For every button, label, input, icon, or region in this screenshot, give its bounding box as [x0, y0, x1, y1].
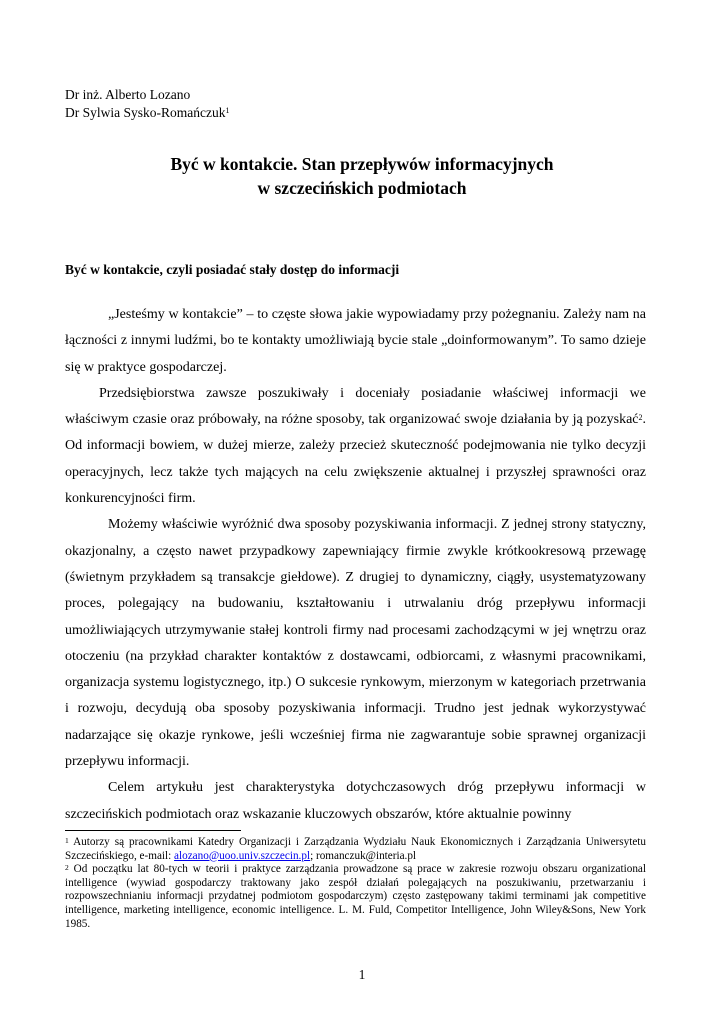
body-text	[65, 302, 646, 828]
footnote-ref[interactable]: 2	[638, 413, 643, 423]
paragraph	[65, 381, 646, 512]
document-title	[0, 152, 724, 200]
footnote	[65, 836, 646, 863]
title-line: Być w kontakcie. Stan przepływów informacyjnych	[170, 154, 554, 174]
paragraph-text: Przedsiębiorstwa zawsze poszukiwały i doceniały posiadanie właściwej informacji we właściwym czasie oraz próbowały, na różne sposoby, tak organizować swoje działania by ją pozyskać	[65, 385, 646, 428]
page-number: 1	[358, 967, 366, 982]
footnotes	[65, 836, 646, 931]
paragraph: Celem artykułu jest charakterystyka dotychczasowych dróg przepływu informacji w szczecińskich podmiotach oraz wskazanie kluczowych obszarów, które aktualnie powinny	[65, 780, 646, 822]
author-name	[65, 104, 229, 122]
footnote-ref[interactable]: 1	[225, 106, 230, 115]
footnote-text: ; romanczuk@interia.pl	[310, 849, 417, 862]
paragraph-text: . Od informacji bowiem, w dużej mierze, zależy przecież skuteczność podejmowania nie tylko decyzji operacyjnych, lecz także tych mających na celu zwiększenie aktualnej i przyszłej sprawności oraz konkurencyjności firm.	[65, 412, 646, 507]
author-name-text: Dr Sylwia Sysko-Romańczuk	[65, 105, 226, 120]
author-block	[65, 86, 229, 122]
footnote-number: 1	[65, 836, 69, 845]
paragraph: Możemy właściwie wyróżnić dwa sposoby pozyskiwania informacji. Z jednej strony statyczny, okazjonalny, a często nawet przypadkowy zapewniający firmie zwykle krótkookresową przewagę (świetnym przykładem są transakcje giełdowe). Z drugiej to dynamiczny, ciągły, usystematyzowany proces, polegający na budowaniu, kształtowaniu i utrwalaniu dróg przepływu informacji umożliwiających utrzymywanie stałej kontroli firmy nad procesami zachodzącymi w jej wnętrzu oraz otoczeniu (na przykład charakter kontaktów z dostawcami, odbiorcami, z własnymi pracownikami, organizacja systemu logistycznego, itp.) O sukcesie rynkowym, mierzonym w kategoriach przetrwania i rozwoju, decydują oba sposoby pozyskiwania informacji. Trudno jest jednak wykorzystywać nadarzające się okazje rynkowe, jeśli wcześniej firma nie zagwarantuje sobie sprawnej organizacji przepływu informacji.	[65, 517, 646, 770]
footnote	[65, 863, 646, 931]
section-heading: Być w kontakcie, czyli posiadać stały dostęp do informacji	[65, 262, 400, 277]
footnote-number: 2	[65, 863, 69, 873]
email-link[interactable]: alozano@uoo.univ.szczecin.pl	[174, 849, 311, 862]
footnote-text: Od początku lat 80-tych w teorii i praktyce zarządzania prowadzone są prace w zakresie rozwoju obszaru organizational intelligence (wywiad gospodarczy traktowany jako zespół działań polegających na poszukiwaniu, przetwarzaniu i rozpowszechnianiu informacji przydatnej podmiotom gospodarczym) często zastępowany takimi terminami jak competitive intelligence, marketing intelligence, economic intelligence. L. M. Fuld, Competitor Intelligence, John Wiley&Sons, New York 1985.	[65, 863, 646, 930]
title-line: w szczecińskich podmiotach	[257, 178, 467, 198]
author-name: Dr inż. Alberto Lozano	[65, 87, 191, 102]
footnote-divider	[65, 830, 241, 831]
footnote-text: Autorzy są pracownikami Katedry Organizacji i Zarządzania Wydziału Nauk Ekonomicznych i Zarządzania Uniwersytetu Szczecińskiego, e-mail:	[65, 836, 646, 862]
paragraph: „Jesteśmy w kontakcie” – to częste słowa jakie wypowiadamy przy pożegnaniu. Zależy nam na łączności z innymi ludźmi, bo te kontakty umożliwiają bycie stale „doinformowanym”. To samo dzieje się w praktyce gospodarczej.	[65, 307, 646, 375]
